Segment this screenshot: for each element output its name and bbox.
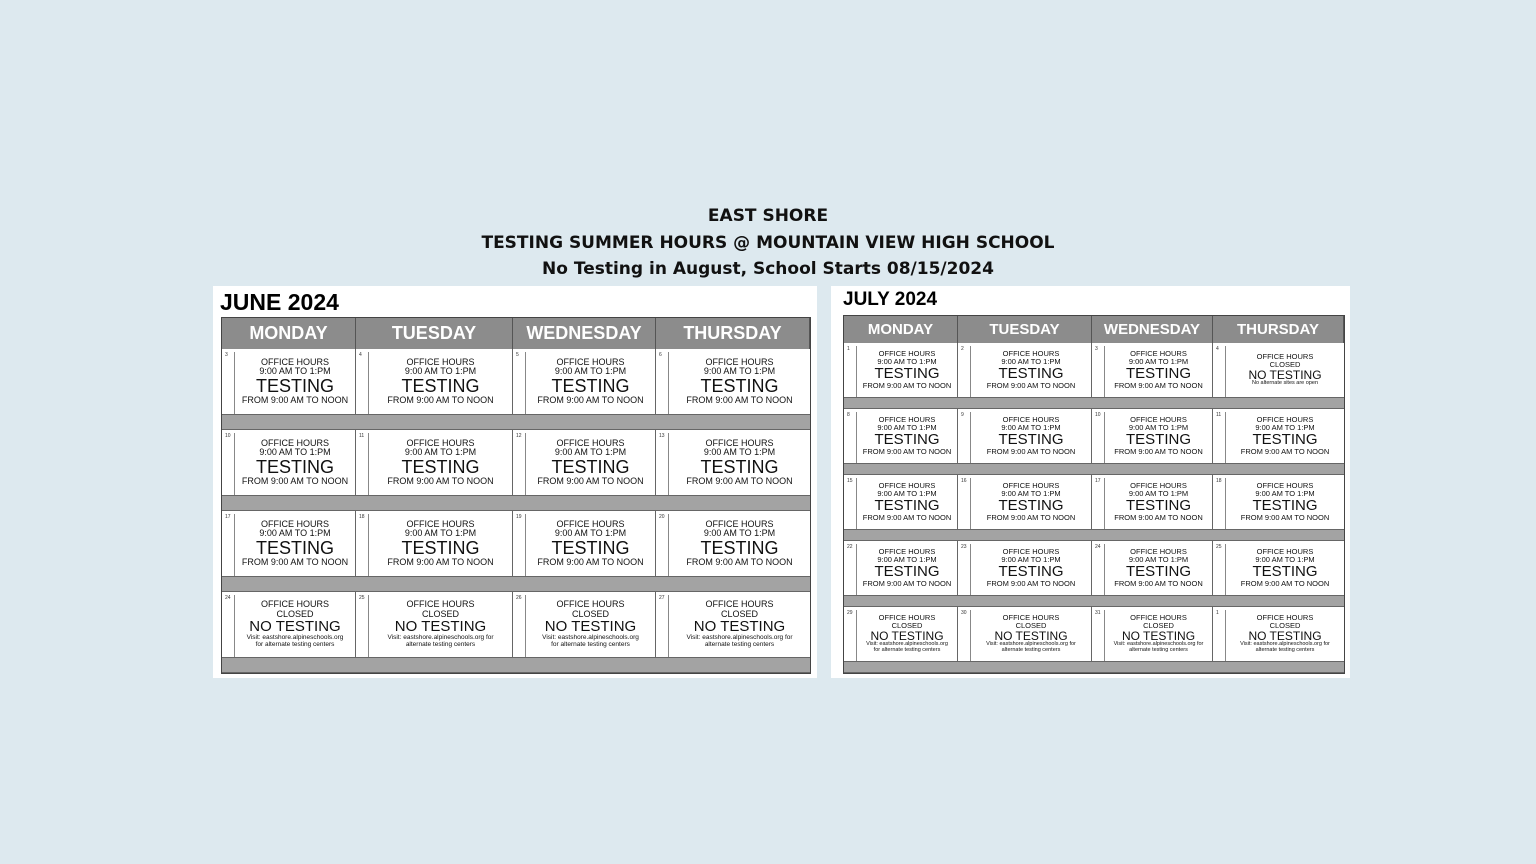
day-details <box>235 358 355 405</box>
day-number: 25 <box>1215 544 1226 596</box>
day-details <box>235 600 355 648</box>
office-hours-label: OFFICE HOURS <box>556 599 625 610</box>
day-details <box>526 600 655 648</box>
day-header-tuesday: TUESDAY <box>958 316 1092 343</box>
testing-status: NO TESTING <box>1248 628 1322 643</box>
office-hours-time: 9:00 AM TO 1:PM <box>1128 489 1189 499</box>
calendar-day-cell <box>1092 475 1213 530</box>
testing-note: Visit: eastshore.alpineschools.org for <box>986 641 1076 648</box>
office-hours-time: 9:00 AM TO 1:PM <box>877 423 937 433</box>
testing-note: FROM 9:00 AM TO NOON <box>387 394 494 405</box>
day-number: 6 <box>658 352 669 415</box>
office-hours-time: 9:00 AM TO 1:PM <box>877 489 937 499</box>
calendar-day-cell <box>1092 409 1213 464</box>
testing-note: alternate testing centers <box>405 640 476 648</box>
office-hours-label: OFFICE HOURS <box>878 349 936 359</box>
testing-status: NO TESTING <box>870 628 944 643</box>
office-hours-time: 9:00 AM TO 1:PM <box>1255 489 1315 499</box>
day-header-wednesday: WEDNESDAY <box>513 318 656 349</box>
office-hours-label: OFFICE HOURS <box>1130 547 1187 557</box>
calendar-day-cell <box>356 592 513 658</box>
office-hours-label: OFFICE HOURS <box>1002 613 1060 623</box>
office-hours-label: OFFICE HOURS <box>556 437 625 448</box>
office-hours-label: OFFICE HOURS <box>1130 415 1187 425</box>
testing-status: NO TESTING <box>1121 628 1196 643</box>
calendar-day-cell <box>656 511 810 577</box>
office-hours-time: 9:00 AM TO 1:PM <box>259 447 331 458</box>
testing-note: FROM 9:00 AM TO NOON <box>1240 512 1330 522</box>
day-details <box>369 600 512 648</box>
calendar-day-cell <box>356 349 513 415</box>
office-hours-label: OFFICE HOURS <box>1130 481 1187 491</box>
calendar-day-cell <box>844 409 958 464</box>
day-details <box>1105 614 1212 654</box>
day-details <box>669 358 810 405</box>
office-hours-time: 9:00 AM TO 1:PM <box>1255 423 1315 433</box>
office-hours-label: OFFICE HOURS <box>878 613 936 623</box>
day-details <box>669 520 810 567</box>
office-hours-time: CLOSED <box>1269 620 1301 630</box>
calendar-day-cell <box>844 343 958 398</box>
office-hours-time: 9:00 AM TO 1:PM <box>404 447 477 458</box>
office-hours-time: 9:00 AM TO 1:PM <box>1001 357 1061 367</box>
day-number: 5 <box>515 352 526 415</box>
day-details <box>857 482 957 521</box>
testing-status: TESTING <box>1252 563 1318 581</box>
testing-status: TESTING <box>998 431 1064 449</box>
testing-status: TESTING <box>874 365 940 383</box>
office-hours-time: 9:00 AM TO 1:PM <box>1128 555 1189 565</box>
testing-note: No alternate sites are open <box>1251 380 1319 387</box>
day-header-monday: MONDAY <box>844 316 958 343</box>
calendar-day-cell <box>222 511 356 577</box>
day-number: 12 <box>515 433 526 496</box>
testing-status: TESTING <box>1125 563 1191 581</box>
day-number: 2 <box>960 346 971 398</box>
testing-status: TESTING <box>700 537 779 558</box>
day-header-monday: MONDAY <box>222 318 356 349</box>
testing-note: Visit: eastshore.alpineschools.org <box>542 634 639 641</box>
july-calendar-panel <box>831 286 1350 678</box>
office-hours-label: OFFICE HOURS <box>406 599 475 610</box>
office-hours-time: 9:00 AM TO 1:PM <box>1001 489 1061 499</box>
calendar-day-cell <box>958 343 1092 398</box>
testing-status: TESTING <box>1125 365 1191 383</box>
testing-note: FROM 9:00 AM TO NOON <box>986 380 1076 390</box>
office-hours-label: OFFICE HOURS <box>556 518 625 529</box>
day-number: 20 <box>658 514 669 577</box>
calendar-day-cell <box>958 607 1092 662</box>
testing-note: FROM 9:00 AM TO NOON <box>862 380 952 390</box>
office-hours-label: OFFICE HOURS <box>1256 351 1314 361</box>
testing-status: NO TESTING <box>693 618 786 636</box>
june-calendar-title: JUNE 2024 <box>220 289 339 315</box>
calendar-day-cell <box>1213 475 1344 530</box>
office-hours-label: OFFICE HOURS <box>1002 547 1060 557</box>
day-details <box>971 416 1091 455</box>
day-number: 17 <box>1094 478 1105 530</box>
testing-status: TESTING <box>874 563 940 581</box>
testing-note: FROM 9:00 AM TO NOON <box>241 475 349 486</box>
testing-note: FROM 9:00 AM TO NOON <box>686 475 793 486</box>
day-number: 25 <box>358 595 369 658</box>
testing-note: Visit: eastshore.alpineschools.org for <box>1113 641 1204 648</box>
testing-note: FROM 9:00 AM TO NOON <box>986 578 1076 588</box>
testing-status: TESTING <box>255 537 334 558</box>
testing-status: NO TESTING <box>994 628 1068 643</box>
testing-note: FROM 9:00 AM TO NOON <box>1114 380 1203 390</box>
office-hours-label: OFFICE HOURS <box>878 547 936 557</box>
office-hours-label: OFFICE HOURS <box>260 518 329 529</box>
day-number: 30 <box>960 610 971 662</box>
day-header-wednesday: WEDNESDAY <box>1092 316 1213 343</box>
testing-status: TESTING <box>998 365 1064 383</box>
office-hours-time: 9:00 AM TO 1:PM <box>703 528 776 539</box>
day-details <box>1226 416 1344 455</box>
day-details <box>526 358 655 405</box>
week-separator <box>844 662 1344 673</box>
office-hours-time: CLOSED <box>1269 359 1301 369</box>
testing-status: TESTING <box>874 431 940 449</box>
calendar-day-cell <box>1092 343 1213 398</box>
testing-note: FROM 9:00 AM TO NOON <box>1114 512 1203 522</box>
testing-note: FROM 9:00 AM TO NOON <box>537 394 644 405</box>
testing-status: TESTING <box>1252 497 1318 515</box>
day-number: 24 <box>1094 544 1105 596</box>
testing-note: FROM 9:00 AM TO NOON <box>986 512 1076 522</box>
testing-status: NO TESTING <box>1248 367 1322 382</box>
office-hours-time: CLOSED <box>891 620 923 630</box>
office-hours-label: OFFICE HOURS <box>1256 547 1314 557</box>
office-hours-label: OFFICE HOURS <box>1002 481 1060 491</box>
calendar-day-cell <box>844 607 958 662</box>
day-number: 27 <box>658 595 669 658</box>
testing-note: FROM 9:00 AM TO NOON <box>241 556 349 567</box>
day-number: 8 <box>846 412 857 464</box>
testing-status: TESTING <box>1252 431 1318 449</box>
calendar-day-cell <box>222 349 356 415</box>
day-details <box>1105 548 1212 587</box>
testing-status: TESTING <box>401 456 480 477</box>
day-number: 18 <box>1215 478 1226 530</box>
day-details <box>971 614 1091 654</box>
testing-status: TESTING <box>551 537 630 558</box>
testing-status: TESTING <box>255 456 334 477</box>
testing-note: alternate testing centers <box>704 640 775 648</box>
week-separator <box>844 530 1344 541</box>
office-hours-time: 9:00 AM TO 1:PM <box>259 366 331 377</box>
testing-status: TESTING <box>551 456 630 477</box>
day-number: 23 <box>960 544 971 596</box>
calendar-day-cell <box>356 511 513 577</box>
page-heading <box>0 203 1536 283</box>
office-hours-time: 9:00 AM TO 1:PM <box>259 528 331 539</box>
testing-status: NO TESTING <box>394 618 487 636</box>
calendar-day-cell <box>1213 541 1344 596</box>
office-hours-label: OFFICE HOURS <box>705 437 774 448</box>
day-number: 13 <box>658 433 669 496</box>
office-hours-time: CLOSED <box>421 608 459 619</box>
day-number: 22 <box>846 544 857 596</box>
testing-note: FROM 9:00 AM TO NOON <box>1240 446 1330 456</box>
testing-note: FROM 9:00 AM TO NOON <box>241 394 349 405</box>
calendar-day-cell <box>844 475 958 530</box>
calendar-day-cell <box>1092 607 1213 662</box>
calendar-day-cell <box>958 409 1092 464</box>
calendar-day-cell <box>656 592 810 658</box>
calendar-day-cell <box>513 430 656 496</box>
office-hours-label: OFFICE HOURS <box>260 437 329 448</box>
day-number: 4 <box>1215 346 1226 398</box>
day-header-thursday: THURSDAY <box>1213 316 1344 343</box>
calendar-day-cell <box>844 541 958 596</box>
office-hours-label: OFFICE HOURS <box>556 356 625 367</box>
office-hours-label: OFFICE HOURS <box>406 356 475 367</box>
day-details <box>669 439 810 486</box>
testing-note: FROM 9:00 AM TO NOON <box>686 556 793 567</box>
testing-note: FROM 9:00 AM TO NOON <box>986 446 1076 456</box>
office-hours-label: OFFICE HOURS <box>705 518 774 529</box>
testing-note: Visit: eastshore.alpineschools.org for <box>686 634 793 641</box>
office-hours-time: 9:00 AM TO 1:PM <box>554 366 627 377</box>
testing-note: FROM 9:00 AM TO NOON <box>862 578 952 588</box>
testing-note: FROM 9:00 AM TO NOON <box>1114 578 1203 588</box>
day-details <box>369 358 512 405</box>
office-hours-label: OFFICE HOURS <box>705 599 774 610</box>
testing-status: TESTING <box>700 456 779 477</box>
testing-note: for alternate testing centers <box>551 640 630 648</box>
testing-status: TESTING <box>874 497 940 515</box>
day-details <box>1226 353 1344 387</box>
day-details <box>971 548 1091 587</box>
day-details <box>857 350 957 389</box>
day-header-thursday: THURSDAY <box>656 318 810 349</box>
office-hours-label: OFFICE HOURS <box>1256 613 1314 623</box>
office-hours-time: CLOSED <box>720 608 758 619</box>
day-details <box>857 548 957 587</box>
testing-note: FROM 9:00 AM TO NOON <box>862 446 952 456</box>
testing-status: TESTING <box>998 497 1064 515</box>
week-separator <box>222 658 810 673</box>
testing-note: FROM 9:00 AM TO NOON <box>537 475 644 486</box>
calendar-day-cell <box>513 511 656 577</box>
office-hours-time: 9:00 AM TO 1:PM <box>1255 555 1315 565</box>
day-number: 3 <box>224 352 235 415</box>
day-number: 24 <box>224 595 235 658</box>
day-details <box>369 520 512 567</box>
week-separator <box>222 496 810 511</box>
testing-note: FROM 9:00 AM TO NOON <box>686 394 793 405</box>
office-hours-time: CLOSED <box>276 608 314 619</box>
testing-note: alternate testing centers <box>1255 647 1315 654</box>
calendar-day-cell <box>356 430 513 496</box>
testing-note: Visit: eastshore.alpineschools.org <box>866 641 948 648</box>
day-number: 10 <box>224 433 235 496</box>
calendar-day-cell <box>1213 343 1344 398</box>
testing-status: TESTING <box>1125 431 1191 449</box>
calendar-day-cell <box>1213 607 1344 662</box>
calendar-day-cell <box>1213 409 1344 464</box>
day-number: 3 <box>1094 346 1105 398</box>
day-details <box>1105 416 1212 455</box>
office-hours-time: 9:00 AM TO 1:PM <box>1001 423 1061 433</box>
office-hours-time: 9:00 AM TO 1:PM <box>1001 555 1061 565</box>
week-separator <box>844 398 1344 409</box>
day-number: 4 <box>358 352 369 415</box>
day-number: 9 <box>960 412 971 464</box>
office-hours-label: OFFICE HOURS <box>1256 415 1314 425</box>
day-number: 19 <box>515 514 526 577</box>
heading-line-1: EAST SHORE <box>707 206 829 226</box>
calendar-day-cell <box>513 349 656 415</box>
day-details <box>235 520 355 567</box>
day-header-tuesday: TUESDAY <box>356 318 513 349</box>
office-hours-label: OFFICE HOURS <box>878 481 936 491</box>
day-number: 29 <box>846 610 857 662</box>
testing-status: TESTING <box>401 537 480 558</box>
office-hours-label: OFFICE HOURS <box>705 356 774 367</box>
testing-note: alternate testing centers <box>1129 647 1188 654</box>
office-hours-time: 9:00 AM TO 1:PM <box>554 528 627 539</box>
testing-status: TESTING <box>255 375 334 396</box>
day-number: 15 <box>846 478 857 530</box>
testing-status: TESTING <box>700 375 779 396</box>
day-number: 10 <box>1094 412 1105 464</box>
week-separator <box>222 577 810 592</box>
calendar-day-cell <box>513 592 656 658</box>
office-hours-time: 9:00 AM TO 1:PM <box>703 366 776 377</box>
june-calendar-panel <box>213 286 817 678</box>
calendar-day-cell <box>1092 541 1213 596</box>
calendar-day-cell <box>656 349 810 415</box>
testing-status: NO TESTING <box>544 618 637 636</box>
office-hours-time: 9:00 AM TO 1:PM <box>877 555 937 565</box>
office-hours-time: 9:00 AM TO 1:PM <box>404 528 477 539</box>
office-hours-time: 9:00 AM TO 1:PM <box>554 447 627 458</box>
office-hours-time: 9:00 AM TO 1:PM <box>703 447 776 458</box>
office-hours-label: OFFICE HOURS <box>1002 349 1060 359</box>
heading-line-3: No Testing in August, School Starts 08/15/2024 <box>542 259 994 279</box>
office-hours-time: 9:00 AM TO 1:PM <box>1128 423 1189 433</box>
office-hours-label: OFFICE HOURS <box>260 599 329 610</box>
office-hours-time: 9:00 AM TO 1:PM <box>877 357 937 367</box>
office-hours-label: OFFICE HOURS <box>406 437 475 448</box>
day-details <box>857 614 957 654</box>
testing-note: FROM 9:00 AM TO NOON <box>1240 578 1330 588</box>
testing-status: NO TESTING <box>249 618 341 636</box>
testing-status: TESTING <box>998 563 1064 581</box>
calendar-day-cell <box>656 430 810 496</box>
day-details <box>1226 614 1344 654</box>
testing-note: Visit: eastshore.alpineschools.org <box>246 634 344 641</box>
day-details <box>1105 350 1212 389</box>
day-details <box>369 439 512 486</box>
office-hours-time: 9:00 AM TO 1:PM <box>1128 357 1189 367</box>
june-calendar-grid <box>221 317 811 674</box>
day-details <box>971 482 1091 521</box>
testing-note: Visit: eastshore.alpineschools.org for <box>1240 641 1330 648</box>
office-hours-label: OFFICE HOURS <box>1002 415 1060 425</box>
day-details <box>1226 548 1344 587</box>
day-number: 18 <box>358 514 369 577</box>
day-details <box>526 439 655 486</box>
heading-line-2: TESTING SUMMER HOURS @ MOUNTAIN VIEW HIGH SCHOOL <box>481 232 1055 253</box>
calendar-day-cell <box>222 592 356 658</box>
day-number: 31 <box>1094 610 1105 662</box>
day-number: 16 <box>960 478 971 530</box>
day-number: 11 <box>1215 412 1226 464</box>
office-hours-label: OFFICE HOURS <box>406 518 475 529</box>
office-hours-label: OFFICE HOURS <box>260 356 329 367</box>
testing-note: for alternate testing centers <box>873 647 941 654</box>
testing-note: alternate testing centers <box>1001 647 1061 654</box>
day-details <box>857 416 957 455</box>
week-separator <box>844 464 1344 475</box>
testing-note: FROM 9:00 AM TO NOON <box>537 556 644 567</box>
week-separator <box>844 596 1344 607</box>
calendar-day-cell <box>958 541 1092 596</box>
july-calendar-grid <box>843 315 1345 674</box>
day-number: 26 <box>515 595 526 658</box>
testing-note: Visit: eastshore.alpineschools.org for <box>387 634 494 641</box>
office-hours-time: CLOSED <box>1143 620 1174 630</box>
day-number: 17 <box>224 514 235 577</box>
day-number: 1 <box>846 346 857 398</box>
office-hours-label: OFFICE HOURS <box>878 415 936 425</box>
office-hours-label: OFFICE HOURS <box>1256 481 1314 491</box>
testing-note: FROM 9:00 AM TO NOON <box>1114 446 1203 456</box>
calendar-day-cell <box>958 475 1092 530</box>
testing-note: FROM 9:00 AM TO NOON <box>862 512 952 522</box>
day-details <box>235 439 355 486</box>
day-details <box>669 600 810 648</box>
testing-note: FROM 9:00 AM TO NOON <box>387 556 494 567</box>
day-number: 11 <box>358 433 369 496</box>
office-hours-time: 9:00 AM TO 1:PM <box>404 366 477 377</box>
week-separator <box>222 415 810 430</box>
testing-status: TESTING <box>401 375 480 396</box>
day-number: 1 <box>1215 610 1226 662</box>
office-hours-label: OFFICE HOURS <box>1130 349 1187 359</box>
office-hours-time: CLOSED <box>571 608 609 619</box>
office-hours-time: CLOSED <box>1015 620 1047 630</box>
office-hours-label: OFFICE HOURS <box>1130 613 1187 623</box>
day-details <box>526 520 655 567</box>
july-calendar-title: JULY 2024 <box>843 289 938 310</box>
testing-note: for alternate testing centers <box>255 640 335 648</box>
day-details <box>1105 482 1212 521</box>
testing-note: FROM 9:00 AM TO NOON <box>387 475 494 486</box>
testing-status: TESTING <box>1125 497 1191 515</box>
testing-status: TESTING <box>551 375 630 396</box>
day-details <box>1226 482 1344 521</box>
day-details <box>971 350 1091 389</box>
calendar-day-cell <box>222 430 356 496</box>
